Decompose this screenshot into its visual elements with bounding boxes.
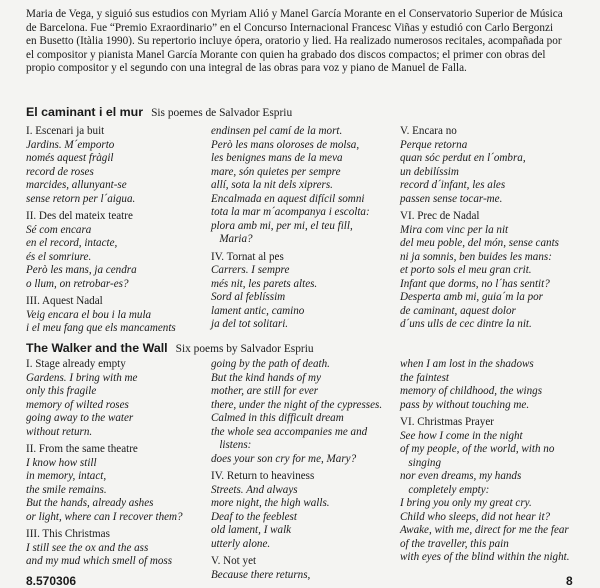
poem-line: Because there returns, [211,568,311,581]
poem-line: lament antic, camino [211,304,305,317]
section1-column-2 [211,125,370,332]
poem-line: Awake, with me, direct for me the fear [400,524,569,536]
poem-line: I bring you only my great cry. [400,497,532,509]
poem-line: of my people, of the world, with no [400,443,555,455]
poem-line: But the hands, already ashes [26,497,154,509]
poem-line: memory of childhood, the wings [400,385,543,397]
poem-line: nor even dreams, my hands [400,470,522,482]
poem-line: les benignes mans de la meva [211,152,343,164]
poem-line: Però les mans oloroses de molsa, [211,138,360,151]
poem-line: Streets. And always [211,483,298,496]
poem-line: Infant que dorms, no l´has sentit? [400,277,550,290]
poem-line: ja del tot solitari. [211,318,289,330]
poem-line: old lament, I walk [211,524,292,536]
poem-line: Carrers. I sempre [211,264,290,276]
poem-line: Calmed in this difficult dream [211,412,344,424]
poem-line: Sord al feblíssim [211,291,286,303]
poem-line: Però les mans, ja cendra [26,264,137,276]
section1-heading [26,103,292,121]
poem-heading: IV. Tornat al pes [211,250,284,263]
poem-line: i el meu fang que els mancaments [26,322,176,334]
poem-line: without return. [26,425,93,438]
poem-line: mother, are still for ever [211,385,319,397]
poem-line: memory of wilted roses [26,398,129,411]
poem-line: o llum, on retrobar-es? [26,277,129,290]
section1-column-1 [26,125,176,336]
section2-column-1 [26,358,183,569]
section1-column-3 [400,125,559,332]
poem-line: d´uns ulls de cec dintre la nit. [400,318,532,330]
poem-line: de caminant, aquest dolor [400,304,516,317]
poem-line: Child who sleeps, did not hear it? [400,510,551,523]
poem-line: I still see the ox and the ass [26,541,149,554]
section2-column-2 [211,358,382,582]
poem-line: I know how still [26,456,97,469]
poem-heading: VI. Christmas Prayer [400,416,494,428]
poem-line: només aquest fràgil [26,152,114,164]
section1-title: El caminant i el mur [26,105,144,119]
poem-line: Perque retorna [400,138,468,151]
poem-line: més nit, les parets altes. [211,277,318,290]
intro-line: propio compositor y el segundo con una integral de las obras para voz y piano de Manuel de Falla. [26,62,467,75]
poem-line: un debilíssim [400,165,459,178]
poem-line: when I am lost in the shadows [400,358,534,370]
poem-line: singing [400,456,441,469]
section2-column-3 [400,358,569,565]
poem-heading: V. Encara no [400,125,457,137]
poem-line: és el somriure. [26,250,92,263]
poem-line: plora amb mi, per mi, el teu fill, [211,219,353,232]
section2-subtitle: Six poems by Salvador Espriu [175,343,314,355]
poem-line: the whole sea accompanies me and [211,425,368,438]
poem-line: del meu poble, del món, sense cants [400,237,559,249]
poem-line: Desperta amb mi, guia´m la por [400,291,543,303]
poem-heading: VI. Prec de Nadal [400,210,480,222]
poem-line: endinsen pel camí de la mort. [211,125,343,137]
intro-line: el compositor y pianista Manel García Morante con quien ha grabado dos discos compactos; el primer con obras del [26,48,546,61]
poem-line: allí, sota la nit dels xiprers. [211,179,333,191]
poem-line: more night, the high walls. [211,497,330,509]
poem-line: quan sóc perdut en l´ombra, [400,152,526,164]
section1-subtitle: Sis poemes de Salvador Espriu [151,107,293,119]
poem-heading: I. Stage already empty [26,358,126,370]
poem-line: marcides, allunyant-se [26,179,127,191]
poem-line: Encalmada en aquest difícil somni [211,192,365,205]
poem-line: mare, són quietes per sempre [211,165,341,178]
poem-line: going by the path of death. [211,358,330,370]
poem-heading: II. From the same theatre [26,443,138,455]
poem-line: only this fragile [26,385,97,397]
poem-line: of the traveller, this pain [400,537,509,550]
poem-heading: III. Aquest Nadal [26,295,103,307]
poem-line: sense retorn per l´aigua. [26,192,136,205]
poem-line: Jardins. M´emporto [26,138,115,151]
poem-line: going away to the water [26,412,134,424]
poem-line: listens: [211,439,252,451]
intro-line: en Busetto (Itàlia 1990). Su repertorio incluye ópera, oratorio y lied. Ha realizado numerosos recitales, acompañada por [26,35,562,48]
poem-line: Maria? [211,233,253,245]
poem-line: Veig encara el bou i la mula [26,308,152,321]
poem-line: Gardens. I bring with me [26,371,138,384]
intro-line: de Barcelona. Fue “Premio Exraordinario” en el Concurso Internacional Francesc Viñas y estudió con Carlo Bergonzi [26,21,554,34]
section2-heading [26,339,314,357]
poem-line: Deaf to the feeblest [211,510,297,523]
poem-line: completely empty: [400,483,490,496]
poem-heading: III. This Christmas [26,528,110,540]
poem-line: and my mud which smell of moss [26,555,173,567]
poem-line: ni ja somnis, ben buides les mans: [400,250,552,263]
poem-heading: II. Des del mateix teatre [26,210,133,222]
poem-line: or light, where can I recover them? [26,510,183,523]
catalog-number: 8.570306 [26,574,77,588]
poem-heading: V. Not yet [211,555,257,567]
poem-heading: I. Escenari ja buit [26,125,105,137]
poem-line: Sé com encara [26,223,92,236]
intro-paragraph [26,8,586,76]
poem-line: record d´infant, les ales [400,179,506,191]
poem-line: et porto sols el meu gran crit. [400,264,532,276]
poem-line: Mira com vinc per la nit [400,223,509,236]
section2-title: The Walker and the Wall [26,341,168,355]
poem-line: en el record, intacte, [26,237,118,249]
poem-line: utterly alone. [211,537,271,550]
page-number: 8 [566,574,573,588]
poem-line: But the kind hands of my [211,371,321,384]
poem-line: with eyes of the blind within the night. [400,551,570,563]
poem-line: passen sense tocar-me. [400,192,503,205]
poem-line: record de roses [26,165,94,178]
poem-line: there, under the night of the cypresses. [211,398,383,411]
poem-heading: IV. Return to heaviness [211,470,315,482]
poem-line: the faintest [400,371,449,384]
poem-line: See how I come in the night [400,429,523,442]
poem-line: the smile remains. [26,483,107,496]
poem-line: pass by without touching me. [400,398,530,411]
poem-line: tota la mar m´acompanya i escolta: [211,206,370,218]
poem-line: in memory, intact, [26,470,107,482]
poem-line: does your son cry for me, Mary? [211,452,357,465]
intro-line: Maria de Vega, y siguió sus estudios con Myriam Alió y Manel García Morante en el Conservatorio Superior de Música [26,8,563,20]
